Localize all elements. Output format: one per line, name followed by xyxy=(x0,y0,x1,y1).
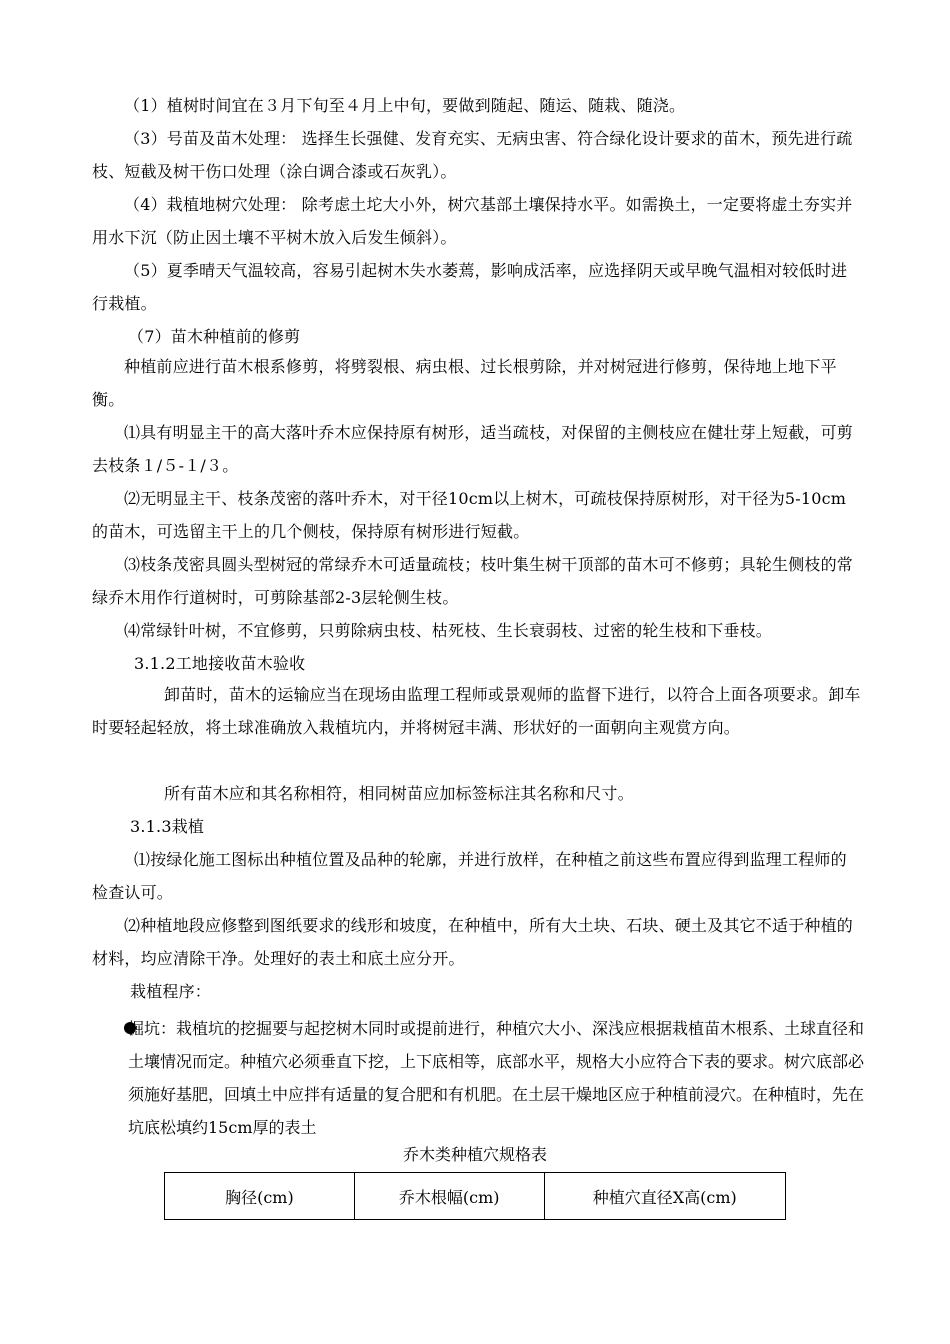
paragraph-root-pruning: 种植前应进行苗木根系修剪，将劈裂根、病虫根、过长根剪除，并对树冠进行修剪，保待地上地下平衡。 xyxy=(92,357,837,409)
paragraph-procedure-label: 栽植程序： xyxy=(130,982,212,1001)
paragraph-summer-planting: （5）夏季晴天气温较高，容易引起树木失水萎蔫，影响成活率，应选择阴天或早晚气温相对较低时进行栽植。 xyxy=(92,261,848,313)
paragraph-unloading: 卸苗时，苗木的运输应当在现场由监理工程师或景观师的监督下进行，以符合上面各项要求。卸车时要轻起轻放，将土球准确放入栽植坑内，并将树冠丰满、形状好的一面朝向主观赏方向。 xyxy=(92,685,861,737)
header-trunk-diameter: 胸径(cm) xyxy=(165,1173,355,1220)
section-heading-3-1-2: 3.1.2工地接收苗木验收 xyxy=(134,654,306,673)
paragraph-conifer: ⑷常绿针叶树，不宜修剪，只剪除病虫枝、枯死枝、生长衰弱枝、过密的轮生枝和下垂枝。 xyxy=(124,621,773,640)
header-root-spread: 乔木根幅(cm) xyxy=(354,1173,544,1220)
paragraph-deciduous-no-trunk: ⑵无明显主干、枝条茂密的落叶乔木，对干径10cm以上树木，可疏枝保持原树形，对干径为5-10cm的苗木，可选留主干上的几个侧枝，保持原有树形进行短截。 xyxy=(92,489,847,541)
table-caption: 乔木类种植穴规格表 xyxy=(402,1145,547,1164)
paragraph-seedling-treatment: （3）号苗及苗木处理： 选择生长强健、发育充实、无病虫害、符合绿化设计要求的苗木，预先进行疏枝、短截及树干伤口处理（涂白调合漆或石灰乳）。 xyxy=(92,129,853,181)
section-heading-3-1-3: 3.1.3栽植 xyxy=(130,817,205,836)
paragraph-layout: ⑴按绿化施工图标出种植位置及品种的轮廓，并进行放样，在种植之前这些布置应得到监理工程师的检查认可。 xyxy=(92,850,847,902)
paragraph-site-grading: ⑵种植地段应修整到图纸要求的线形和坡度，在种植中，所有大土块、石块、硬土及其它不适于种植的材料，均应清除干净。处理好的表土和底土应分开。 xyxy=(92,916,854,968)
paragraph-deciduous-trunk: ⑴具有明显主干的高大落叶乔木应保持原有树形，适当疏枝，对保留的主侧枝应在健壮芽上短截，可剪去枝条１/５-１/３。 xyxy=(92,423,854,475)
paragraph-planting-pit: （4）栽植地树穴处理： 除考虑土坨大小外，树穴基部土壤保持水平。如需换土，一定要将虚土夯实并用水下沉（防止因土壤不平树木放入后发生倾斜）。 xyxy=(92,195,853,247)
paragraph-planting-time: （1）植树时间宜在３月下旬至４月上中旬，要做到随起、随运、随栽、随浇。 xyxy=(124,96,686,115)
paragraph-labeling: 所有苗木应和其名称相符，相同树苗应加标签标注其名称和尺寸。 xyxy=(164,784,634,803)
header-hole-size: 种植穴直径X高(cm) xyxy=(544,1173,785,1220)
paragraph-pruning-heading: （7）苗木种植前的修剪 xyxy=(128,327,301,346)
paragraph-evergreen: ⑶枝条茂密具圆头型树冠的常绿乔木可适量疏枝；枝叶集生树干顶部的苗木可不修剪；具轮生侧枝的常绿乔木用作行道树时，可剪除基部2-3层轮侧生枝。 xyxy=(92,555,854,607)
table-header-row xyxy=(165,1173,786,1220)
bullet-digging: 掘坑：栽植坑的挖掘要与起挖树木同时或提前进行，种植穴大小、深浅应根据栽植苗木根系、土球直径和土壤情况而定。种植穴必须垂直下挖，上下底相等，底部水平，规格大小应符合下表的要求。树穴底部必须施好基肥，回填土中应拌有适量的复合肥和有机肥。在土层干燥地区应于种植前浸穴。在种植时，先在坑底松填约15cm厚的表土 xyxy=(128,1019,865,1137)
planting-hole-spec-table xyxy=(164,1172,786,1220)
